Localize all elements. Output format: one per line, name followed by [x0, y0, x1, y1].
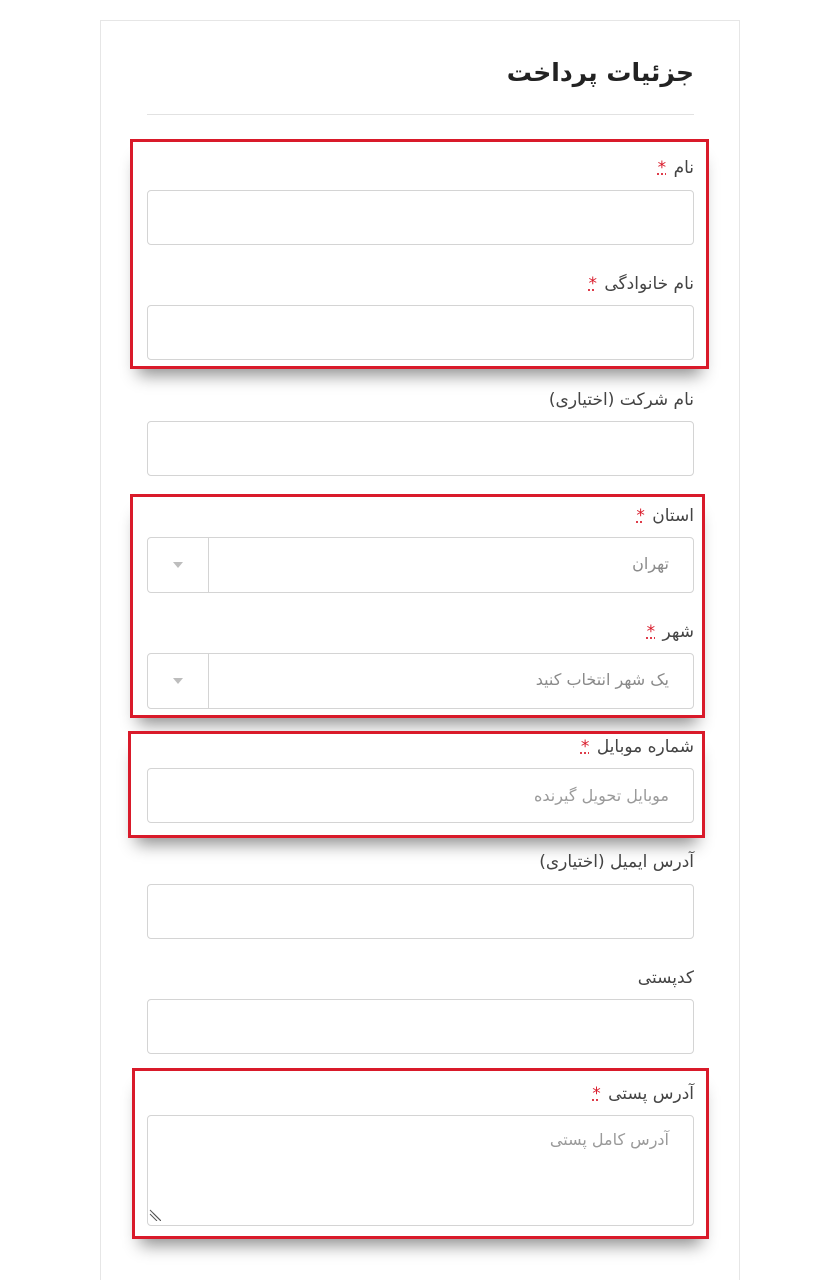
address-label: آدرس پستی *	[592, 1084, 694, 1104]
address-textarea[interactable]	[147, 1115, 694, 1226]
chevron-down-icon	[173, 562, 183, 568]
city-label: شهر *	[646, 622, 694, 642]
mobile-input[interactable]	[147, 768, 694, 823]
state-dropdown-toggle[interactable]	[148, 538, 209, 592]
required-marker: *	[588, 274, 597, 294]
postcode-input[interactable]	[147, 999, 694, 1054]
last-name-label: نام خانوادگی *	[588, 274, 694, 294]
title-divider	[147, 114, 694, 115]
required-marker: *	[657, 158, 667, 178]
required-marker: *	[580, 737, 590, 757]
city-selected-value: یک شهر انتخاب کنید	[535, 670, 669, 689]
city-select[interactable]	[147, 653, 694, 709]
page-title: جزئیات پرداخت	[506, 58, 694, 87]
required-marker: *	[636, 506, 645, 526]
state-selected-value: تهران	[632, 554, 669, 573]
chevron-down-icon	[173, 678, 183, 684]
city-dropdown-toggle[interactable]	[148, 654, 209, 708]
first-name-input[interactable]	[147, 190, 694, 245]
state-select[interactable]	[147, 537, 694, 593]
email-label: آدرس ایمیل (اختیاری)	[539, 852, 694, 872]
email-input[interactable]	[147, 884, 694, 939]
required-marker: *	[646, 622, 656, 642]
company-label: نام شرکت (اختیاری)	[548, 390, 694, 410]
postcode-label: کدپستی	[637, 968, 694, 988]
required-marker: *	[592, 1084, 601, 1104]
mobile-label: شماره موبایل *	[580, 737, 694, 757]
resize-grip-icon[interactable]	[149, 1209, 161, 1221]
state-label: استان *	[636, 506, 694, 526]
last-name-input[interactable]	[147, 305, 694, 360]
company-input[interactable]	[147, 421, 694, 476]
first-name-label: نام *	[657, 158, 694, 178]
